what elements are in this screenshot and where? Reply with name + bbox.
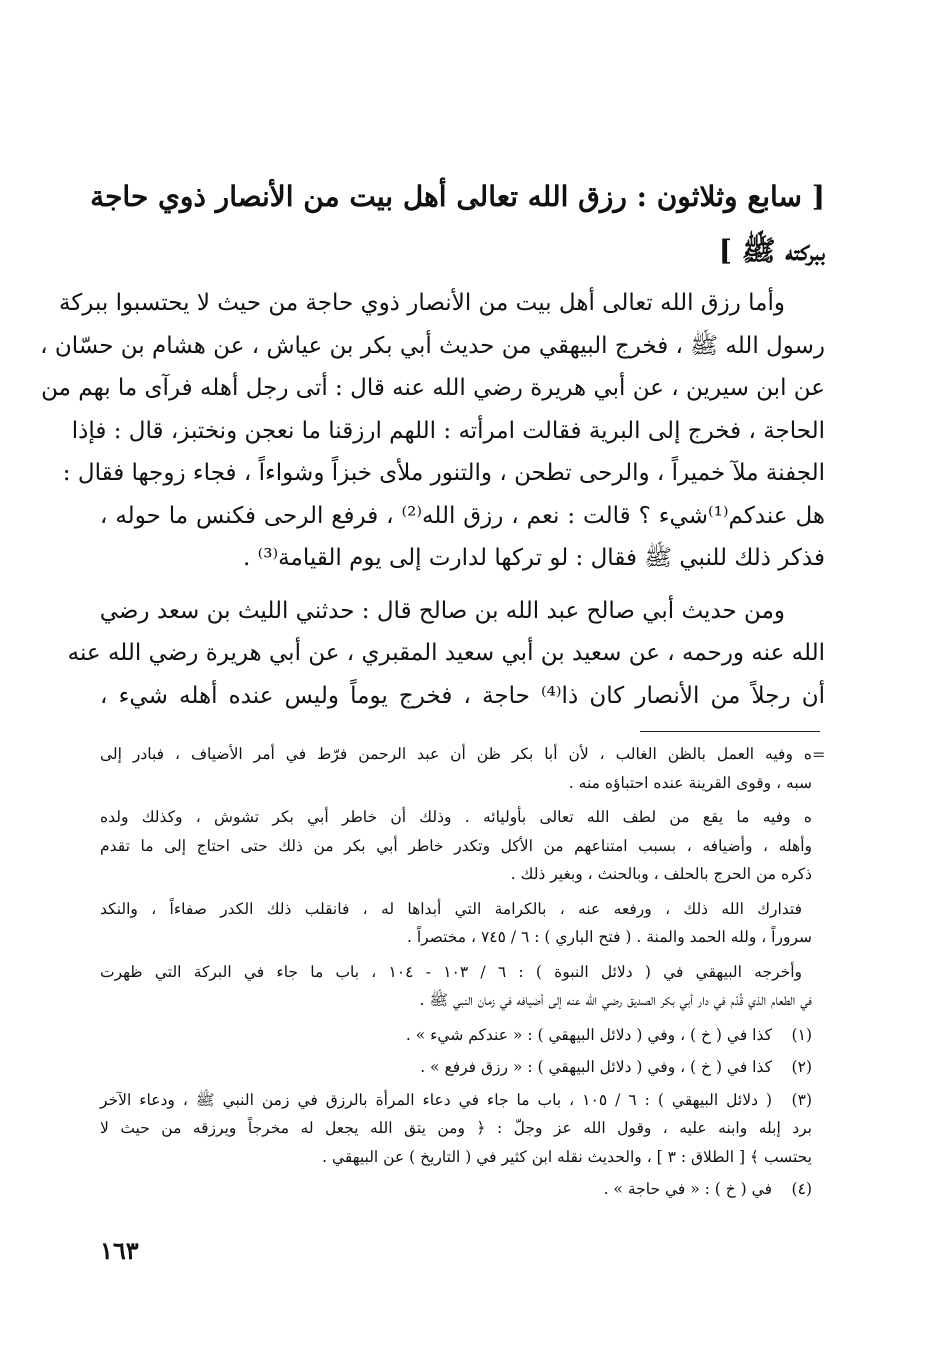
footnote-number: (١) — [791, 1025, 812, 1044]
section-heading — [90, 170, 825, 278]
paragraph-line: أن رجلاً من الأنصار كان ذا⁽⁴⁾ حاجة ، فخرج يوماً وليس عنده أهله شيء ، — [100, 682, 826, 709]
footnote-line: ذكره من الحرج بالحلف ، وبالحنث ، وبغير ذلك . — [510, 865, 812, 883]
footnote-4 — [100, 1175, 812, 1204]
footnote-1 — [100, 1021, 812, 1050]
footnote-line: ه وفيه العمل بالظن الغالب ، لأن أبا بكر ظن أن عبد الرحمن فرّط في أمر الأضياف ، فبادر إلى — [100, 745, 812, 763]
footnote-line: يحتسب ﴾ [ الطلاق : ٣ ] ، والحديث نقله ابن كثير في ( التاريخ ) عن البيهقي . — [322, 1147, 812, 1166]
footnote-continuation-block — [100, 803, 812, 889]
footnote-3 — [100, 1086, 812, 1172]
footnote-separator — [640, 731, 820, 732]
paragraph-line: رسول الله ﷺ ، فخرج البيهقي من حديث أبي بكر بن عياش ، عن هشام بن حسّان ، — [40, 332, 825, 359]
footnote-line: في ( خ ) : « في حاجة » . — [603, 1180, 772, 1198]
page-number: ١٦٣ — [100, 1236, 139, 1265]
footnote-line: فتدارك الله ذلك ، ورفعه عنه ، بالكرامة التي أبداها له ، فانقلب ذلك الكدر صفاءاً ، والنكد — [100, 899, 802, 918]
footnote-line: ه وفيه ما يقع من لطف الله تعالى بأوليائه . وذلك أن خاطر أبي بكر تشوش ، وكذلك ولده — [100, 808, 812, 826]
paragraph-line: الله عنه ورحمه ، عن سعيد بن أبي سعيد المقبري ، عن أبي هريرة رضي الله عنه — [67, 640, 825, 666]
main-text — [40, 282, 826, 717]
footnote-line: وأهله ، وأضيافه ، بسبب امتناعهم من الأكل وتكدر خاطر أبي بكر من ذلك حتى احتاج إلى ما تقدم — [100, 836, 812, 855]
paragraph-line: الجفنة ملآ خميراً ، والرحى تطحن ، والتنور ملأى خبزاً وشواءاً ، فجاء زوجها فقال : — [62, 460, 825, 486]
paragraph-line: هل عندكم⁽¹⁾شيء ؟ قالت : نعم ، رزق الله⁽²⁾ ، فرفع الرحى فكنس ما حوله ، — [100, 502, 825, 529]
footnotes — [100, 740, 812, 1208]
footnote-line: ( دلائل البيهقي ) : ٦ / ١٠٥ ، باب ما جاء في دعاء المرأة بالرزق في زمن النبي ﷺ ، ودعاء الآخر — [100, 1090, 773, 1109]
footnote-line: في الطعام الذي قُدّم في دار أبي بكر الصديق رضي الله عنه إلى أضيافه في زمان النبي ﷺ . — [419, 991, 812, 1009]
footnote-line: وأخرجه البيهقي في ( دلائل النبوة ) : ٦ / ١٠٣ - ١٠٤ ، باب ما جاء في البركة التي ظهرت — [100, 962, 802, 981]
paragraph-2 — [67, 590, 826, 718]
footnote-line: كذا في ( خ ) ، وفي ( دلائل البيهقي ) : « رزق فرفع » . — [420, 1058, 772, 1076]
footnote-number: (٣) — [791, 1090, 812, 1109]
paragraph-line: فذكر ذلك للنبي ﷺ فقال : لو تركها لدارت إلى يوم القيامة⁽³⁾ . — [243, 545, 825, 571]
footnote-line: سبه ، وقوى القرينة عنده احتباؤه منه . — [568, 773, 812, 792]
heading-line-1: [ سابع وثلاثون : رزق الله تعالى أهل بيت من الأنصار ذوي حاجة — [90, 180, 825, 213]
footnote-line: كذا في ( خ ) ، وفي ( دلائل البيهقي ) : « عندكم شيء » . — [405, 1025, 772, 1044]
footnote-continuation-block — [100, 958, 812, 1015]
paragraph-line: ومن حديث أبي صالح عبد الله بن صالح قال : حدثني الليث بن سعد رضي — [99, 597, 785, 624]
continuation-mark: = — [812, 745, 826, 764]
paragraph-1 — [40, 282, 825, 580]
paragraph-line: عن ابن سيرين ، عن أبي هريرة رضي الله عنه قال : أتى رجل أهله فرآى ما بهم من — [41, 375, 825, 401]
footnote-continuation-block — [100, 740, 812, 797]
footnote-number: (٤) — [791, 1180, 812, 1198]
footnote-line: سروراً ، ولله الحمد والمنة . ( فتح الباري ) : ٦ / ٧٤٥ ، مختصراً . — [406, 928, 812, 946]
footnote-number: (٢) — [791, 1058, 812, 1076]
footnote-continuation-block — [100, 895, 812, 952]
paragraph-line: الحاجة ، فخرج إلى البرية فقالت امرأته : اللهم ارزقنا ما نعجن ونختبز، قال : فإذا — [71, 417, 825, 444]
footnote-line: برد إبله وابنه عليه ، وقول الله عز وجلّ : ﴿ ومن يتق الله يجعل له مخرجاً ويرزقه من حيث لا — [100, 1119, 812, 1137]
footnote-2 — [100, 1053, 812, 1082]
heading-line-2: ببركته ﷺ ] — [718, 234, 825, 267]
paragraph-line: وأما رزق الله تعالى أهل بيت من الأنصار ذوي حاجة من حيث لا يحتسبوا ببركة — [59, 290, 785, 316]
